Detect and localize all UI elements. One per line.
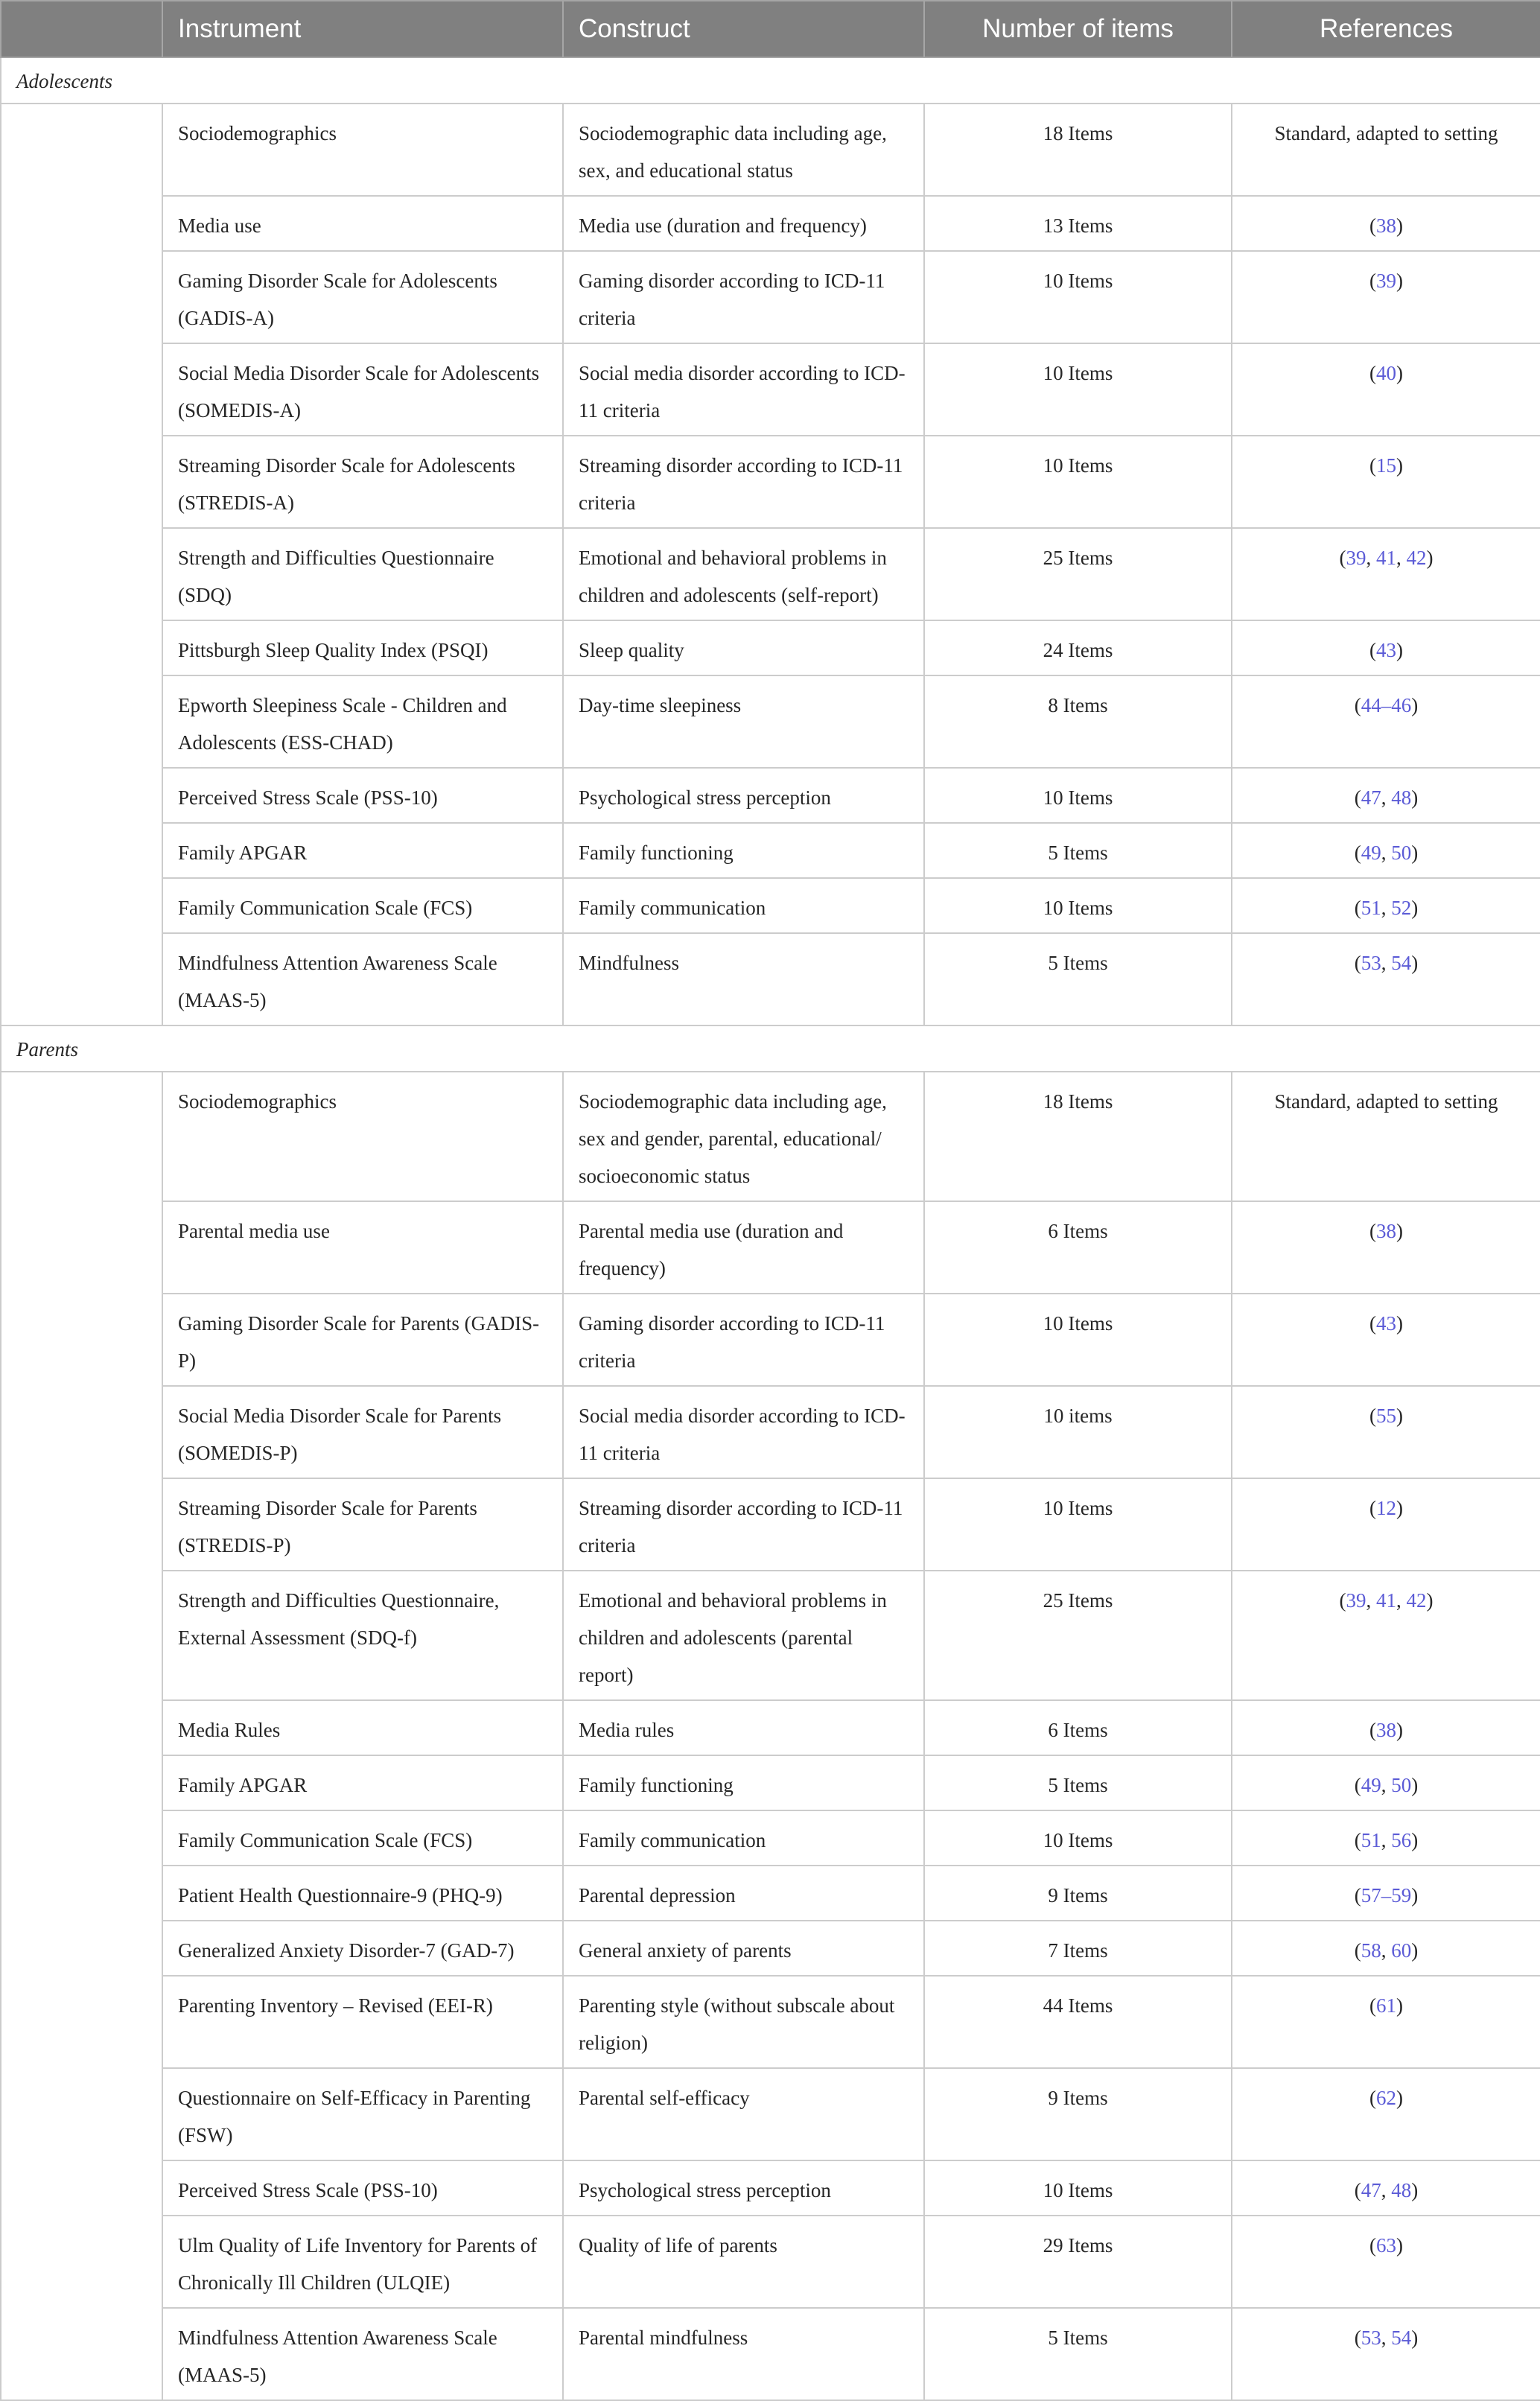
references-cell (1232, 1201, 1540, 1294)
indent-cell (1, 196, 162, 251)
reference-link[interactable]: 56 (1391, 1829, 1412, 1851)
reference-text: , (1396, 1589, 1407, 1612)
references-cell (1232, 620, 1540, 675)
instrument-cell: Media use (162, 196, 563, 251)
reference-text: ) (1411, 694, 1419, 716)
references-cell (1232, 1976, 1540, 2068)
construct-cell: Sociodemographic data including age, sex, and educational status (563, 104, 924, 196)
header-construct: Construct (563, 1, 924, 57)
reference-text: ) (1396, 1994, 1403, 2017)
reference-text: , (1381, 1774, 1392, 1796)
items-cell: 6 Items (924, 1700, 1232, 1755)
items-cell: 5 Items (924, 1755, 1232, 1810)
reference-link[interactable]: 52 (1391, 897, 1412, 919)
table-row (1, 1571, 1540, 1700)
reference-text: , (1381, 842, 1392, 864)
items-cell: 10 Items (924, 2160, 1232, 2216)
items-cell: 5 Items (924, 933, 1232, 1025)
reference-text: ) (1411, 1939, 1419, 1962)
table-row (1, 1866, 1540, 1921)
table-row (1, 768, 1540, 823)
indent-cell (1, 823, 162, 878)
construct-cell: Quality of life of parents (563, 2216, 924, 2308)
indent-cell (1, 1294, 162, 1386)
reference-link[interactable]: 12 (1376, 1497, 1396, 1519)
items-cell: 6 Items (924, 1201, 1232, 1294)
reference-text: ) (1396, 1312, 1403, 1335)
table-row (1, 1386, 1540, 1478)
reference-text: ( (1354, 842, 1361, 864)
instrument-cell: Parenting Inventory – Revised (EEI-R) (162, 1976, 563, 2068)
indent-cell (1, 104, 162, 196)
reference-text: ) (1396, 2087, 1403, 2109)
construct-cell: Day-time sleepiness (563, 675, 924, 768)
reference-text: , (1381, 786, 1392, 809)
items-cell: 10 Items (924, 768, 1232, 823)
reference-text: Standard, adapted to setting (1274, 122, 1498, 144)
table-row (1, 823, 1540, 878)
items-cell: 10 Items (924, 343, 1232, 436)
reference-link[interactable]: 53 (1361, 952, 1381, 974)
table-row (1, 1810, 1540, 1866)
header-blank (1, 1, 162, 57)
references-cell (1232, 1921, 1540, 1976)
instrument-cell: Family Communication Scale (FCS) (162, 878, 563, 933)
references-cell (1232, 768, 1540, 823)
references-cell (1232, 436, 1540, 528)
construct-cell: Emotional and behavioral problems in children and adolescents (parental report) (563, 1571, 924, 1700)
instrument-cell: Ulm Quality of Life Inventory for Parents of Chronically Ill Children (ULQIE) (162, 2216, 563, 2308)
indent-cell (1, 1478, 162, 1571)
reference-text: ( (1354, 1774, 1361, 1796)
table-row (1, 878, 1540, 933)
indent-cell (1, 436, 162, 528)
reference-text: , (1381, 1829, 1392, 1851)
reference-link[interactable]: 48 (1391, 2179, 1412, 2201)
reference-text: ( (1369, 454, 1376, 477)
reference-link[interactable]: 58 (1361, 1939, 1381, 1962)
reference-text: ( (1369, 1220, 1376, 1242)
construct-cell: Family functioning (563, 1755, 924, 1810)
indent-cell (1, 2068, 162, 2160)
instrument-cell: Parental media use (162, 1201, 563, 1294)
references-cell (1232, 528, 1540, 620)
construct-cell: Streaming disorder according to ICD-11 criteria (563, 436, 924, 528)
reference-text: ( (1354, 2327, 1361, 2349)
instrument-cell: Streaming Disorder Scale for Parents (STREDIS-P) (162, 1478, 563, 1571)
reference-link[interactable]: 15 (1376, 454, 1396, 477)
reference-link[interactable]: 54 (1391, 2327, 1412, 2349)
reference-text: ) (1396, 1497, 1403, 1519)
reference-text: ) (1396, 214, 1403, 237)
instrument-cell: Pittsburgh Sleep Quality Index (PSQI) (162, 620, 563, 675)
construct-cell: Parenting style (without subscale about religion) (563, 1976, 924, 2068)
indent-cell (1, 675, 162, 768)
items-cell: 25 Items (924, 528, 1232, 620)
construct-cell: Social media disorder according to ICD-11 criteria (563, 343, 924, 436)
instrument-cell: Sociodemographics (162, 104, 563, 196)
instrument-cell: Mindfulness Attention Awareness Scale (MAAS-5) (162, 933, 563, 1025)
table-row (1, 196, 1540, 251)
reference-text: ( (1354, 694, 1361, 716)
references-cell (1232, 675, 1540, 768)
reference-link[interactable]: 53 (1361, 2327, 1381, 2349)
construct-cell: Media rules (563, 1700, 924, 1755)
instrument-cell: Family Communication Scale (FCS) (162, 1810, 563, 1866)
reference-link[interactable]: 38 (1376, 214, 1396, 237)
references-cell (1232, 2308, 1540, 2400)
reference-link[interactable]: 50 (1391, 1774, 1412, 1796)
instrument-cell: Social Media Disorder Scale for Parents (SOMEDIS-P) (162, 1386, 563, 1478)
construct-cell: General anxiety of parents (563, 1921, 924, 1976)
reference-link[interactable]: 41 (1376, 1589, 1396, 1612)
construct-cell: Parental media use (duration and frequency) (563, 1201, 924, 1294)
references-cell (1232, 2068, 1540, 2160)
table-row (1, 436, 1540, 528)
table-row (1, 343, 1540, 436)
references-cell (1232, 2216, 1540, 2308)
instrument-cell: Questionnaire on Self-Efficacy in Parenting (FSW) (162, 2068, 563, 2160)
references-cell (1232, 823, 1540, 878)
items-cell: 10 Items (924, 1478, 1232, 1571)
instrument-cell: Mindfulness Attention Awareness Scale (MAAS-5) (162, 2308, 563, 2400)
references-cell (1232, 1386, 1540, 1478)
reference-link[interactable]: 61 (1376, 1994, 1396, 2017)
construct-cell: Sleep quality (563, 620, 924, 675)
reference-text: ) (1396, 270, 1403, 292)
instrument-cell: Media Rules (162, 1700, 563, 1755)
reference-link[interactable]: 47 (1361, 2179, 1381, 2201)
group-row (1, 1025, 1540, 1072)
reference-text: ) (1411, 2327, 1419, 2349)
references-cell (1232, 1571, 1540, 1700)
items-cell: 8 Items (924, 675, 1232, 768)
references-cell (1232, 104, 1540, 196)
group-row (1, 57, 1540, 104)
instrument-cell: Family APGAR (162, 1755, 563, 1810)
references-cell (1232, 1294, 1540, 1386)
reference-text: ) (1411, 952, 1419, 974)
reference-text: , (1381, 952, 1392, 974)
indent-cell (1, 251, 162, 343)
reference-text: ( (1369, 1719, 1376, 1741)
items-cell: 29 Items (924, 2216, 1232, 2308)
reference-text: ( (1369, 2087, 1376, 2109)
items-cell: 10 Items (924, 1294, 1232, 1386)
instrument-cell: Strength and Difficulties Questionnaire, External Assessment (SDQ-f) (162, 1571, 563, 1700)
header-row (1, 1, 1540, 57)
references-cell (1232, 2160, 1540, 2216)
reference-link[interactable]: 39 (1346, 547, 1366, 569)
reference-link[interactable]: 38 (1376, 1220, 1396, 1242)
reference-link[interactable]: 54 (1391, 952, 1412, 974)
table-row (1, 1294, 1540, 1386)
table-row (1, 1700, 1540, 1755)
construct-cell: Media use (duration and frequency) (563, 196, 924, 251)
construct-cell: Mindfulness (563, 933, 924, 1025)
references-cell (1232, 1700, 1540, 1755)
reference-link[interactable]: 42 (1406, 1589, 1427, 1612)
indent-cell (1, 1810, 162, 1866)
reference-text: ( (1354, 2179, 1361, 2201)
indent-cell (1, 2160, 162, 2216)
indent-cell (1, 933, 162, 1025)
reference-text: , (1396, 547, 1407, 569)
reference-link[interactable]: 41 (1376, 547, 1396, 569)
reference-link[interactable]: 60 (1391, 1939, 1412, 1962)
items-cell: 25 Items (924, 1571, 1232, 1700)
items-cell: 24 Items (924, 620, 1232, 675)
construct-cell: Parental depression (563, 1866, 924, 1921)
items-cell: 5 Items (924, 823, 1232, 878)
items-cell: 18 Items (924, 104, 1232, 196)
table-body (1, 57, 1540, 2400)
references-cell (1232, 196, 1540, 251)
indent-cell (1, 2216, 162, 2308)
reference-link[interactable]: 44–46 (1361, 694, 1412, 716)
reference-link[interactable]: 39 (1376, 270, 1396, 292)
construct-cell: Sociodemographic data including age, sex and gender, parental, educational/ socioeconomic status (563, 1072, 924, 1201)
construct-cell: Gaming disorder according to ICD-11 criteria (563, 1294, 924, 1386)
reference-text: Standard, adapted to setting (1274, 1090, 1498, 1113)
reference-text: ) (1426, 547, 1434, 569)
reference-text: ) (1396, 1719, 1403, 1741)
instrument-cell: Patient Health Questionnaire-9 (PHQ-9) (162, 1866, 563, 1921)
reference-text: ) (1411, 1884, 1419, 1907)
instrument-cell: Perceived Stress Scale (PSS-10) (162, 768, 563, 823)
table-row (1, 2308, 1540, 2400)
reference-text: ( (1369, 362, 1376, 384)
table-row (1, 1755, 1540, 1810)
items-cell: 18 Items (924, 1072, 1232, 1201)
reference-link[interactable]: 57–59 (1361, 1884, 1412, 1907)
items-cell: 10 Items (924, 878, 1232, 933)
reference-text: ( (1354, 897, 1361, 919)
indent-cell (1, 1571, 162, 1700)
reference-text: ) (1411, 786, 1419, 809)
construct-cell: Family functioning (563, 823, 924, 878)
reference-link[interactable]: 51 (1361, 1829, 1381, 1851)
reference-link[interactable]: 38 (1376, 1719, 1396, 1741)
instrument-cell: Perceived Stress Scale (PSS-10) (162, 2160, 563, 2216)
table-row (1, 1976, 1540, 2068)
instrument-cell: Family APGAR (162, 823, 563, 878)
indent-cell (1, 1072, 162, 1201)
reference-text: ) (1396, 1220, 1403, 1242)
table-row (1, 620, 1540, 675)
instrument-cell: Strength and Difficulties Questionnaire (SDQ) (162, 528, 563, 620)
reference-text: ) (1411, 897, 1419, 919)
indent-cell (1, 528, 162, 620)
instrument-cell: Sociodemographics (162, 1072, 563, 1201)
reference-text: ( (1354, 1939, 1361, 1962)
reference-text: ) (1411, 1774, 1419, 1796)
reference-text: ( (1369, 1994, 1376, 2017)
reference-text: ) (1396, 1405, 1403, 1427)
construct-cell: Family communication (563, 1810, 924, 1866)
references-cell (1232, 1810, 1540, 1866)
reference-text: ( (1354, 1829, 1361, 1851)
items-cell: 10 Items (924, 251, 1232, 343)
reference-text: ( (1369, 214, 1376, 237)
reference-text: ( (1339, 1589, 1346, 1612)
table-row (1, 2068, 1540, 2160)
items-cell: 10 items (924, 1386, 1232, 1478)
items-cell: 13 Items (924, 196, 1232, 251)
reference-text: ( (1369, 1312, 1376, 1335)
reference-text: ) (1396, 639, 1403, 661)
table-row (1, 1478, 1540, 1571)
reference-link[interactable]: 47 (1361, 786, 1381, 809)
table-row (1, 1201, 1540, 1294)
reference-text: , (1381, 2327, 1392, 2349)
reference-link[interactable]: 63 (1376, 2234, 1396, 2257)
construct-cell: Family communication (563, 878, 924, 933)
construct-cell: Psychological stress perception (563, 768, 924, 823)
reference-text: ) (1396, 2234, 1403, 2257)
table-row (1, 2160, 1540, 2216)
reference-link[interactable]: 39 (1346, 1589, 1366, 1612)
reference-text: , (1381, 1939, 1392, 1962)
indent-cell (1, 1755, 162, 1810)
table-row (1, 675, 1540, 768)
group-label: Adolescents (1, 57, 1540, 104)
instrument-cell: Generalized Anxiety Disorder-7 (GAD-7) (162, 1921, 563, 1976)
instrument-cell: Gaming Disorder Scale for Parents (GADIS-P) (162, 1294, 563, 1386)
reference-link[interactable]: 42 (1406, 547, 1427, 569)
reference-text: ) (1411, 842, 1419, 864)
references-cell (1232, 878, 1540, 933)
reference-link[interactable]: 40 (1376, 362, 1396, 384)
construct-cell: Gaming disorder according to ICD-11 criteria (563, 251, 924, 343)
reference-link[interactable]: 49 (1361, 1774, 1381, 1796)
references-cell (1232, 933, 1540, 1025)
construct-cell: Social media disorder according to ICD-11 criteria (563, 1386, 924, 1478)
reference-text: ( (1369, 1497, 1376, 1519)
indent-cell (1, 343, 162, 436)
reference-link[interactable]: 43 (1376, 1312, 1396, 1335)
indent-cell (1, 1921, 162, 1976)
table-row (1, 251, 1540, 343)
table-header (1, 1, 1540, 57)
table-row (1, 1921, 1540, 1976)
indent-cell (1, 1386, 162, 1478)
reference-text: ) (1426, 1589, 1434, 1612)
indent-cell (1, 1700, 162, 1755)
references-cell (1232, 251, 1540, 343)
reference-text: ) (1396, 362, 1403, 384)
references-cell (1232, 1072, 1540, 1201)
reference-text: , (1366, 547, 1376, 569)
reference-link[interactable]: 48 (1391, 786, 1412, 809)
indent-cell (1, 1866, 162, 1921)
indent-cell (1, 878, 162, 933)
construct-cell: Psychological stress perception (563, 2160, 924, 2216)
reference-text: ( (1354, 1884, 1361, 1907)
indent-cell (1, 2308, 162, 2400)
header-references: References (1232, 1, 1540, 57)
items-cell: 9 Items (924, 1866, 1232, 1921)
instrument-cell: Gaming Disorder Scale for Adolescents (GADIS-A) (162, 251, 563, 343)
reference-text: ( (1369, 639, 1376, 661)
construct-cell: Emotional and behavioral problems in children and adolescents (self-report) (563, 528, 924, 620)
indent-cell (1, 1976, 162, 2068)
reference-text: , (1381, 2179, 1392, 2201)
references-cell (1232, 343, 1540, 436)
reference-text: ( (1369, 270, 1376, 292)
reference-text: , (1366, 1589, 1376, 1612)
indent-cell (1, 620, 162, 675)
reference-link[interactable]: 62 (1376, 2087, 1396, 2109)
items-cell: 9 Items (924, 2068, 1232, 2160)
reference-link[interactable]: 49 (1361, 842, 1381, 864)
reference-text: ( (1339, 547, 1346, 569)
items-cell: 7 Items (924, 1921, 1232, 1976)
reference-text: ) (1411, 2179, 1419, 2201)
reference-text: ) (1396, 454, 1403, 477)
reference-text: ( (1369, 2234, 1376, 2257)
header-number-of-items: Number of items (924, 1, 1232, 57)
reference-link[interactable]: 43 (1376, 639, 1396, 661)
table-row (1, 2216, 1540, 2308)
reference-text: ( (1354, 952, 1361, 974)
references-cell (1232, 1478, 1540, 1571)
items-cell: 5 Items (924, 2308, 1232, 2400)
references-cell (1232, 1866, 1540, 1921)
reference-text: ( (1354, 786, 1361, 809)
instrument-cell: Social Media Disorder Scale for Adolescents (SOMEDIS-A) (162, 343, 563, 436)
table-row (1, 933, 1540, 1025)
construct-cell: Parental mindfulness (563, 2308, 924, 2400)
items-cell: 10 Items (924, 1810, 1232, 1866)
instrument-cell: Epworth Sleepiness Scale - Children and Adolescents (ESS-CHAD) (162, 675, 563, 768)
items-cell: 44 Items (924, 1976, 1232, 2068)
reference-link[interactable]: 50 (1391, 842, 1412, 864)
instrument-cell: Streaming Disorder Scale for Adolescents (STREDIS-A) (162, 436, 563, 528)
construct-cell: Streaming disorder according to ICD-11 criteria (563, 1478, 924, 1571)
items-cell: 10 Items (924, 436, 1232, 528)
indent-cell (1, 1201, 162, 1294)
references-cell (1232, 1755, 1540, 1810)
table-row (1, 528, 1540, 620)
group-label: Parents (1, 1025, 1540, 1072)
construct-cell: Parental self-efficacy (563, 2068, 924, 2160)
reference-link[interactable]: 51 (1361, 897, 1381, 919)
reference-link[interactable]: 55 (1376, 1405, 1396, 1427)
header-instrument: Instrument (162, 1, 563, 57)
table-row (1, 104, 1540, 196)
reference-text: ( (1369, 1405, 1376, 1427)
reference-text: ) (1411, 1829, 1419, 1851)
reference-text: , (1381, 897, 1392, 919)
indent-cell (1, 768, 162, 823)
table-row (1, 1072, 1540, 1201)
